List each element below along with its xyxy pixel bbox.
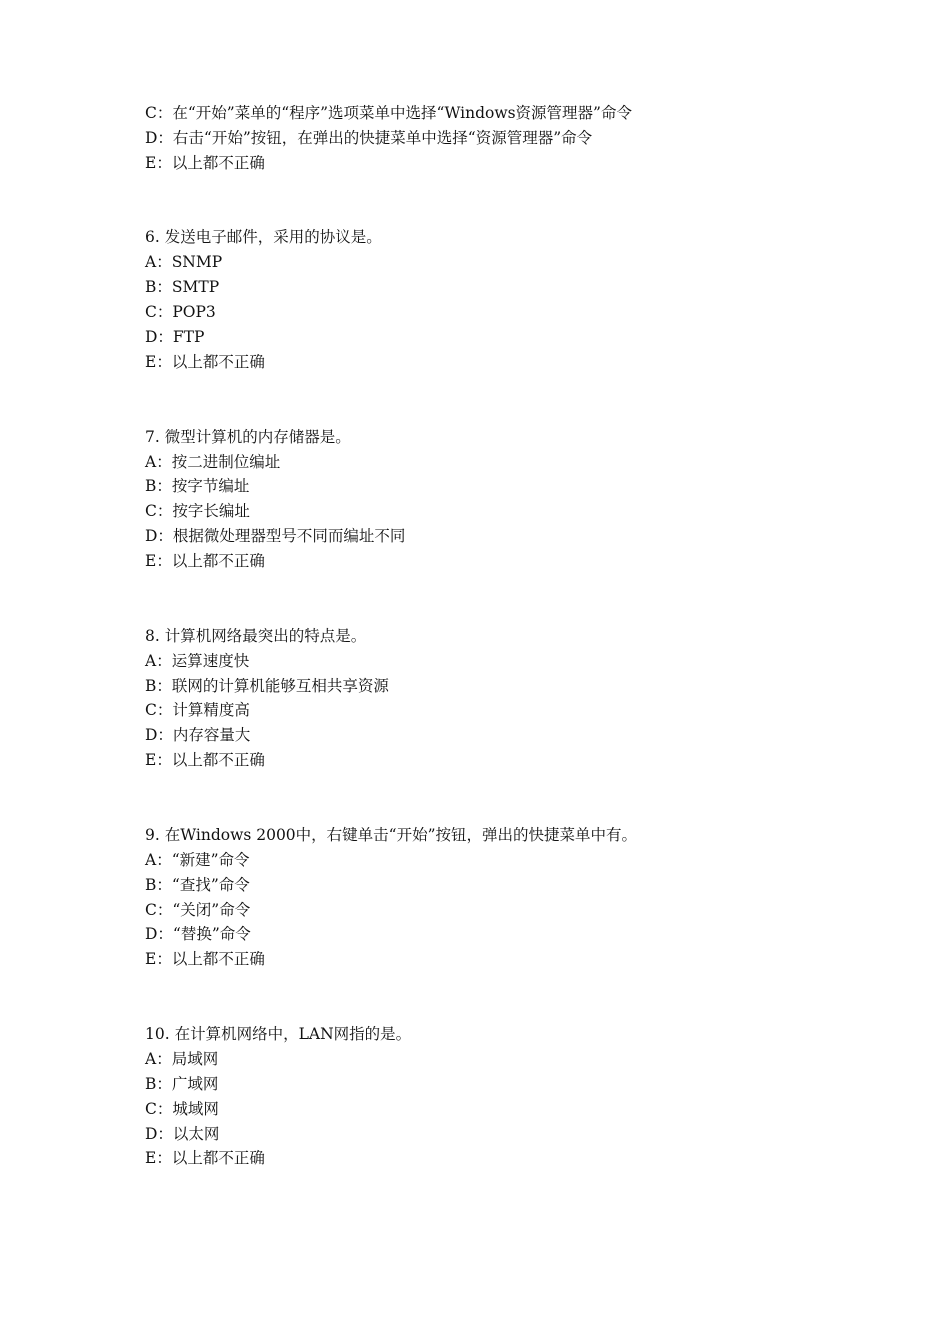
- option-a: A：按二进制位编址: [145, 452, 281, 471]
- option-a: A：运算速度快: [145, 651, 250, 670]
- option-d: D：FTP: [145, 328, 205, 347]
- option-b: B：按字节编址: [145, 477, 250, 496]
- spacer: [145, 375, 845, 425]
- option-c: C：POP3: [145, 303, 216, 322]
- option-e: E：以上都不正确: [145, 751, 265, 770]
- question-stem: 9. 在Windows 2000中，右键单击“开始”按钮，弹出的快捷菜单中有。: [145, 825, 638, 844]
- option-d: D：以太网: [145, 1124, 220, 1143]
- option-c: C：城域网: [145, 1099, 219, 1118]
- document-page: [145, 101, 845, 1171]
- question-10: [145, 1022, 845, 1171]
- question-9: [145, 823, 845, 972]
- question-stem: 10. 在计算机网络中，LAN网指的是。: [145, 1025, 412, 1044]
- option-c: C：在“开始”菜单的“程序”选项菜单中选择“Windows资源管理器”命令: [145, 104, 632, 122]
- option-e: E：以上都不正确: [145, 552, 265, 571]
- question-7: [145, 425, 845, 574]
- option-a: A：“新建”命令: [145, 850, 250, 869]
- option-e: E：以上都不正确: [145, 950, 265, 969]
- question-stem: 8. 计算机网络最突出的特点是。: [145, 626, 367, 645]
- option-c: C：按字长编址: [145, 502, 250, 521]
- option-b: B：SMTP: [145, 278, 220, 297]
- question-stem: 7. 微型计算机的内存储器是。: [145, 427, 351, 446]
- option-b: B：“查找”命令: [145, 875, 250, 894]
- option-b: B：广域网: [145, 1074, 219, 1093]
- spacer: [145, 574, 845, 624]
- option-d: D：根据微处理器型号不同而编址不同: [145, 527, 406, 546]
- option-d: D：“替换”命令: [145, 925, 251, 944]
- continuation-options: [145, 101, 845, 176]
- option-e: E：以上都不正确: [145, 352, 265, 371]
- question-stem: 6. 发送电子邮件，采用的协议是。: [145, 228, 382, 247]
- spacer: [145, 972, 845, 1022]
- option-e: E：以上都不正确: [145, 153, 265, 172]
- question-6: [145, 225, 845, 374]
- spacer: [145, 773, 845, 823]
- option-a: A：SNMP: [145, 253, 223, 272]
- option-a: A：局域网: [145, 1049, 219, 1068]
- option-b: B：联网的计算机能够互相共享资源: [145, 676, 389, 695]
- option-c: C：计算精度高: [145, 701, 250, 720]
- option-d: D：右击“开始”按钮，在弹出的快捷菜单中选择“资源管理器”命令: [145, 128, 593, 147]
- question-8: [145, 624, 845, 773]
- option-d: D：内存容量大: [145, 726, 251, 745]
- spacer: [145, 176, 845, 226]
- option-c: C：“关闭”命令: [145, 900, 251, 919]
- option-e: E：以上都不正确: [145, 1149, 265, 1168]
